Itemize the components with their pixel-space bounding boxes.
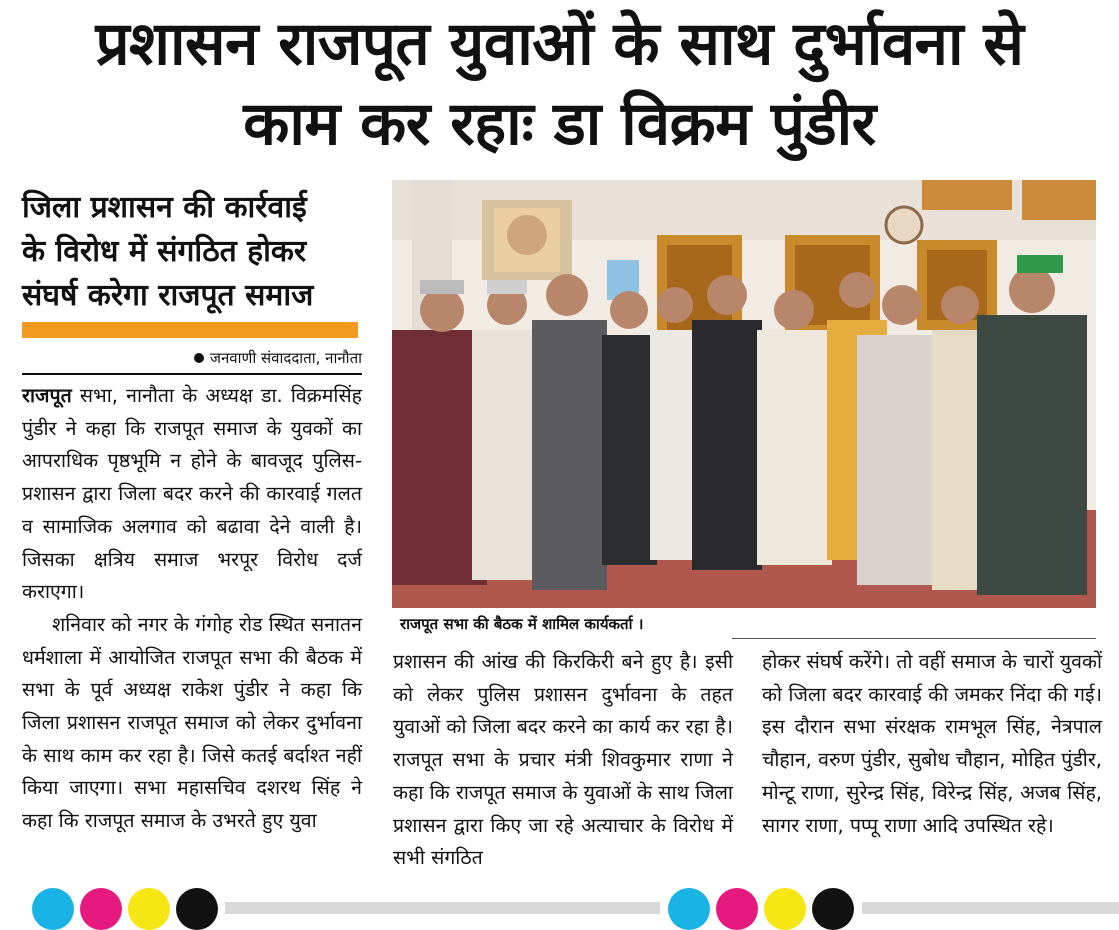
print-registration-marks bbox=[0, 884, 1119, 909]
yellow-registration-mark bbox=[128, 888, 170, 930]
group-photo bbox=[392, 180, 1096, 608]
headline-line-2: काम कर रहाः डा विक्रम पुंडीर bbox=[243, 89, 876, 159]
column-3-text: होकर संघर्ष करेंगे। तो वहीं समाज के चारों युवकों को जिला बदर कारवाई की जमकर निंदा की गई। इस दौरान सभा संरक्षक रामभूल सिंह, नेत्रपाल चौहान, वरुण पुंडीर, सुबोध चौहान, मोहित पुंडीर, मोन्टू राणा, सुरेन्द्र सिंह, विरेन्द्र सिंह, अजब सिंह, सागर राणा, पप्पू राणा आदि उपस्थित रहे। bbox=[762, 650, 1102, 837]
cyan-registration-mark-2 bbox=[668, 888, 710, 930]
subhead-line-3: संघर्ष करेगा राजपूत समाज bbox=[22, 278, 314, 313]
page-headline bbox=[0, 4, 1119, 164]
column-divider bbox=[22, 373, 362, 375]
yellow-registration-mark-2 bbox=[764, 888, 806, 930]
subhead-line-1: जिला प्रशासन की कार्रवाई bbox=[22, 190, 307, 225]
article-paragraph-1 bbox=[22, 380, 362, 609]
byline-text: जनवाणी संवाददाता, नानौता bbox=[209, 349, 362, 367]
column-2-text: प्रशासन की आंख की किरकिरी बने हुए है। इसी को लेकर पुलिस प्रशासन दुर्भावना के तहत युवाओं को जिला बदर करने का कार्य कर रहा है। राजपूत सभा के प्रचार मंत्री शिवकुमार राणा ने कहा कि राजपूत समाज के युवाओं के साथ जिला प्रशासन द्वारा किए जा रहे अत्याचार के विरोध में सभी संगठित bbox=[393, 650, 733, 870]
lead-word: राजपूत bbox=[22, 384, 72, 407]
article-column-2 bbox=[393, 646, 733, 875]
magenta-registration-mark bbox=[80, 888, 122, 930]
caption-rule bbox=[732, 638, 1096, 639]
black-registration-mark bbox=[176, 888, 218, 930]
cyan-registration-mark bbox=[32, 888, 74, 930]
magenta-registration-mark-2 bbox=[716, 888, 758, 930]
article-column-3 bbox=[762, 646, 1102, 842]
photo-caption: राजपूत सभा की बैठक में शामिल कार्यकर्ता । bbox=[400, 611, 651, 637]
subhead-line-2: के विरोध में संगठित होकर bbox=[22, 234, 307, 269]
article-column-1 bbox=[22, 380, 362, 838]
photo-caption-area bbox=[392, 611, 1096, 641]
photo-illustration bbox=[392, 180, 1096, 608]
article-paragraph-2: शनिवार को नगर के गंगोह रोड स्थित सनातन धर्मशाला में आयोजित राजपूत सभा की बैठक में सभा के पूर्व अध्यक्ष राकेश पुंडीर ने कहा कि जिला प्रशासन राजपूत समाज को लेकर दुर्भावना के साथ काम कर रहा है। जिसे कतई बर्दाश्त नहीं किया जाएगा। सभा महासचिव दशरथ सिंह ने कहा कि राजपूत समाज के उभरते हुए युवा bbox=[22, 612, 362, 833]
byline bbox=[22, 346, 362, 370]
registration-bar-left bbox=[225, 902, 660, 914]
accent-bar bbox=[22, 322, 358, 338]
registration-bar-right bbox=[862, 902, 1119, 914]
headline-line-1: प्रशासन राजपूत युवाओं के साथ दुर्भावना से bbox=[95, 9, 1024, 79]
sub-headline bbox=[22, 186, 362, 318]
bullet-icon bbox=[194, 353, 204, 363]
paragraph-1-text: सभा, नानौता के अध्यक्ष डा. विक्रमसिंह पुंडीर ने कहा कि राजपूत समाज के युवकों का आपराधिक पृष्ठभूमि न होने के बावजूद पुलिस-प्रशासन द्वारा जिला बदर करने की कारवाई गलत व सामाजिक अलगाव को बढावा देने वाली है। जिसका क्षत्रिय समाज भरपूर विरोध दर्ज कराएगा। bbox=[22, 384, 362, 604]
black-registration-mark-2 bbox=[812, 888, 854, 930]
